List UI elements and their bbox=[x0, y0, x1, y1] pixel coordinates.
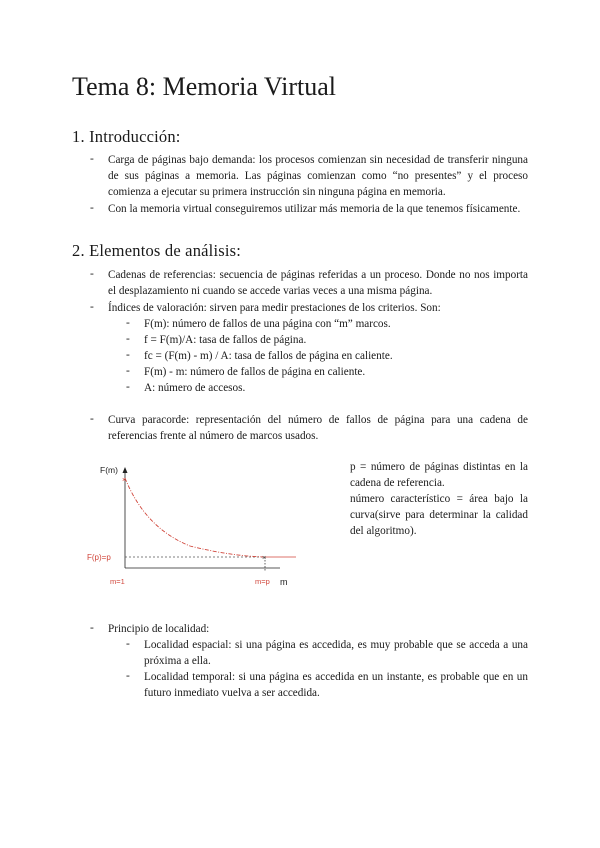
list-item: Carga de páginas bajo demanda: los procesos comienzan sin necesidad de transferir ninguna de sus páginas a memoria. Las páginas comienzan como “no presentes” y el proceso comienza a ejecutar su primera instrucción sin ninguna página en memoria. bbox=[108, 154, 528, 198]
section-heading-elementos: 2. Elementos de análisis: bbox=[72, 241, 242, 260]
sub-list-item: A: número de accesos. bbox=[144, 382, 246, 394]
bullet-dash: - bbox=[90, 153, 94, 165]
asymptote-label: F(p)=p bbox=[87, 553, 111, 562]
bullet-dash: - bbox=[126, 349, 130, 361]
bullet-dash: - bbox=[90, 202, 94, 214]
x-start-label: m=1 bbox=[110, 577, 125, 586]
x-axis-label: m bbox=[280, 577, 288, 587]
sub-list-item: Localidad espacial: si una página es accedida, es muy probable que se acceda a una próxima a ella. bbox=[144, 639, 528, 667]
bullet-dash: - bbox=[90, 622, 94, 634]
sub-list-item: F(m): número de fallos de una página con “m” marcos. bbox=[144, 318, 391, 330]
paracorde-curve-figure bbox=[87, 458, 305, 593]
sub-list-item: fc = (F(m) - m) / A: tasa de fallos de página en caliente. bbox=[144, 350, 393, 362]
list-item: Con la memoria virtual conseguiremos utilizar más memoria de la que tenemos físicamente. bbox=[108, 203, 521, 215]
page-title: Tema 8: Memoria Virtual bbox=[72, 72, 337, 101]
x-end-label: m=p bbox=[255, 577, 270, 586]
bullet-dash: - bbox=[90, 413, 94, 425]
figure-side-note bbox=[350, 459, 528, 539]
side-note-p-definition: p = número de páginas distintas en la cadena de referencia. bbox=[350, 461, 528, 489]
sub-list-item: Localidad temporal: si una página es accedida en un instante, es probable que en un futuro inmediato vuelva a ser accedida. bbox=[144, 671, 528, 699]
list-item: Principio de localidad: bbox=[108, 623, 210, 635]
y-axis-arrow bbox=[123, 467, 128, 473]
side-note-characteristic-number: número característico = área bajo la curva(sirve para determinar la calidad del algoritmo). bbox=[350, 493, 528, 537]
bullet-dash: - bbox=[126, 670, 130, 682]
list-item: Cadenas de referencias: secuencia de páginas referidas a un proceso. Donde no nos importa el desplazamiento ni cuando se accede varias veces a una misma página. bbox=[108, 269, 528, 297]
sub-list-item: f = F(m)/A: tasa de fallos de página. bbox=[144, 334, 307, 346]
section-heading-introduccion: 1. Introducción: bbox=[72, 127, 181, 146]
bullet-dash: - bbox=[126, 638, 130, 650]
bullet-dash: - bbox=[126, 365, 130, 377]
end-marker: × bbox=[262, 555, 267, 562]
list-item: Índices de valoración: sirven para medir prestaciones de los criterios. Son: bbox=[108, 302, 441, 314]
list-item: Curva paracorde: representación del número de fallos de página para una cadena de referencias frente al número de marcos usados. bbox=[108, 414, 528, 442]
bullet-dash: - bbox=[126, 333, 130, 345]
bullet-dash: - bbox=[90, 301, 94, 313]
start-marker: × bbox=[122, 477, 127, 484]
fault-curve bbox=[125, 478, 265, 557]
bullet-dash: - bbox=[126, 317, 130, 329]
sub-list-item: F(m) - m: número de fallos de página en caliente. bbox=[144, 366, 366, 378]
y-axis-label: F(m) bbox=[100, 465, 118, 475]
bullet-dash: - bbox=[90, 268, 94, 280]
bullet-dash: - bbox=[126, 381, 130, 393]
